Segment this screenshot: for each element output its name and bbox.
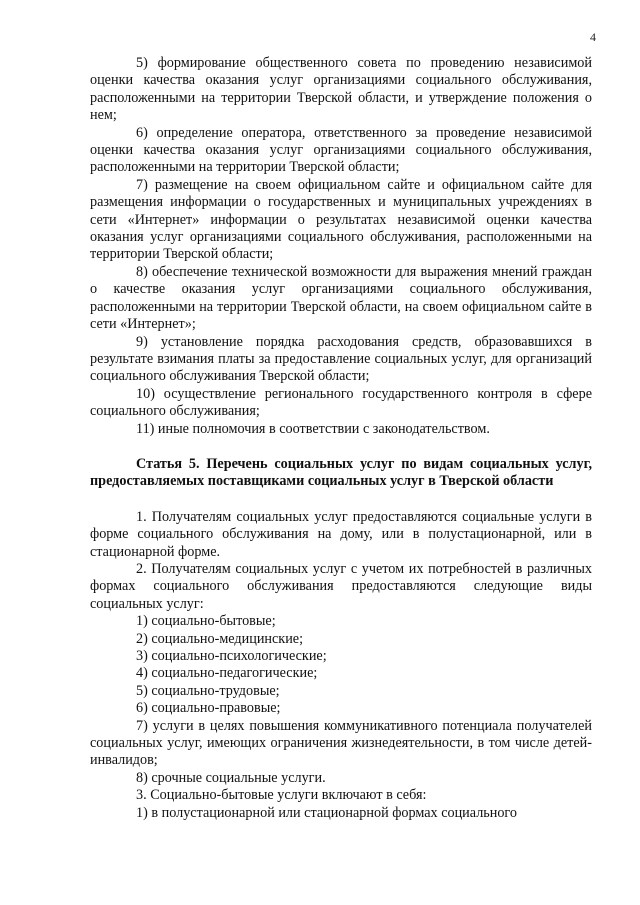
paragraph-subitem-1: 1) в полустационарной или стационарной формах социального (136, 804, 517, 821)
list-item-communicative: 7) услуги в целях повышения коммуникативного потенциала получателей социальных услуг, имеющих ограничения жизнедеятельности, в том числе детей-инвалидов; (90, 717, 592, 769)
paragraph-item-9: 9) установление порядка расходования средств, образовавшихся в результате взимания платы за предоставление социальных услуг, для организаций социального обслуживания Тверской области; (90, 333, 592, 385)
list-item-social-household: 1) социально-бытовые; (136, 613, 276, 630)
paragraph-item-7: 7) размещение на своем официальном сайте и официальном сайте для размещения информации о государственных и муниципальных учреждениях в сети «Интернет» информации о результатах независимой оценки качества оказания услуг организациями социального обслуживания, расположенными на территории Тверской области; (90, 176, 592, 263)
list-item-social-labor: 5) социально-трудовые; (136, 682, 280, 699)
paragraph-item-5: 5) формирование общественного совета по проведению независимой оценки качества оказания услуг организациями социального обслуживания, расположенными на территории Тверской области, и утверждение положения о нем; (90, 55, 592, 124)
list-item-social-legal: 6) социально-правовые; (136, 700, 281, 717)
page-number: 4 (590, 30, 596, 44)
article-heading: Статья 5. Перечень социальных услуг по видам социальных услуг, предоставляемых поставщиками социальных услуг в Тверской области (90, 455, 592, 490)
document-body (90, 55, 592, 822)
paragraph-part-1: 1. Получателям социальных услуг предоставляются социальные услуги в форме социального обслуживания на дому, или в полустационарной, или в стационарной форме. (90, 508, 592, 560)
paragraph-item-10: 10) осуществление регионального государственного контроля в сфере социального обслуживания; (90, 385, 592, 420)
list-item-social-psychological: 3) социально-психологические; (136, 648, 327, 664)
list-item-social-pedagogical: 4) социально-педагогические; (136, 665, 318, 682)
paragraph-part-2: 2. Получателям социальных услуг с учетом их потребностей в различных формах социального обслуживания предоставляются следующие виды социальных услуг: (90, 560, 592, 612)
list-item-social-medical: 2) социально-медицинские; (136, 630, 304, 647)
paragraph-part-3: 3. Социально-бытовые услуги включают в себя: (136, 787, 427, 804)
paragraph-item-8: 8) обеспечение технической возможности для выражения мнений граждан о качестве оказания услуг организациями социального обслуживания, расположенными на территории Тверской области, на своем официальном сайте в сети «Интернет»; (90, 263, 592, 333)
list-item-urgent: 8) срочные социальные услуги. (136, 769, 326, 786)
paragraph-item-11: 11) иные полномочия в соответствии с законодательством. (136, 420, 490, 437)
paragraph-item-6: 6) определение оператора, ответственного за проведение независимой оценки качества оказания услуг организациями социального обслуживания, расположенными на территории Тверской области; (90, 124, 592, 176)
